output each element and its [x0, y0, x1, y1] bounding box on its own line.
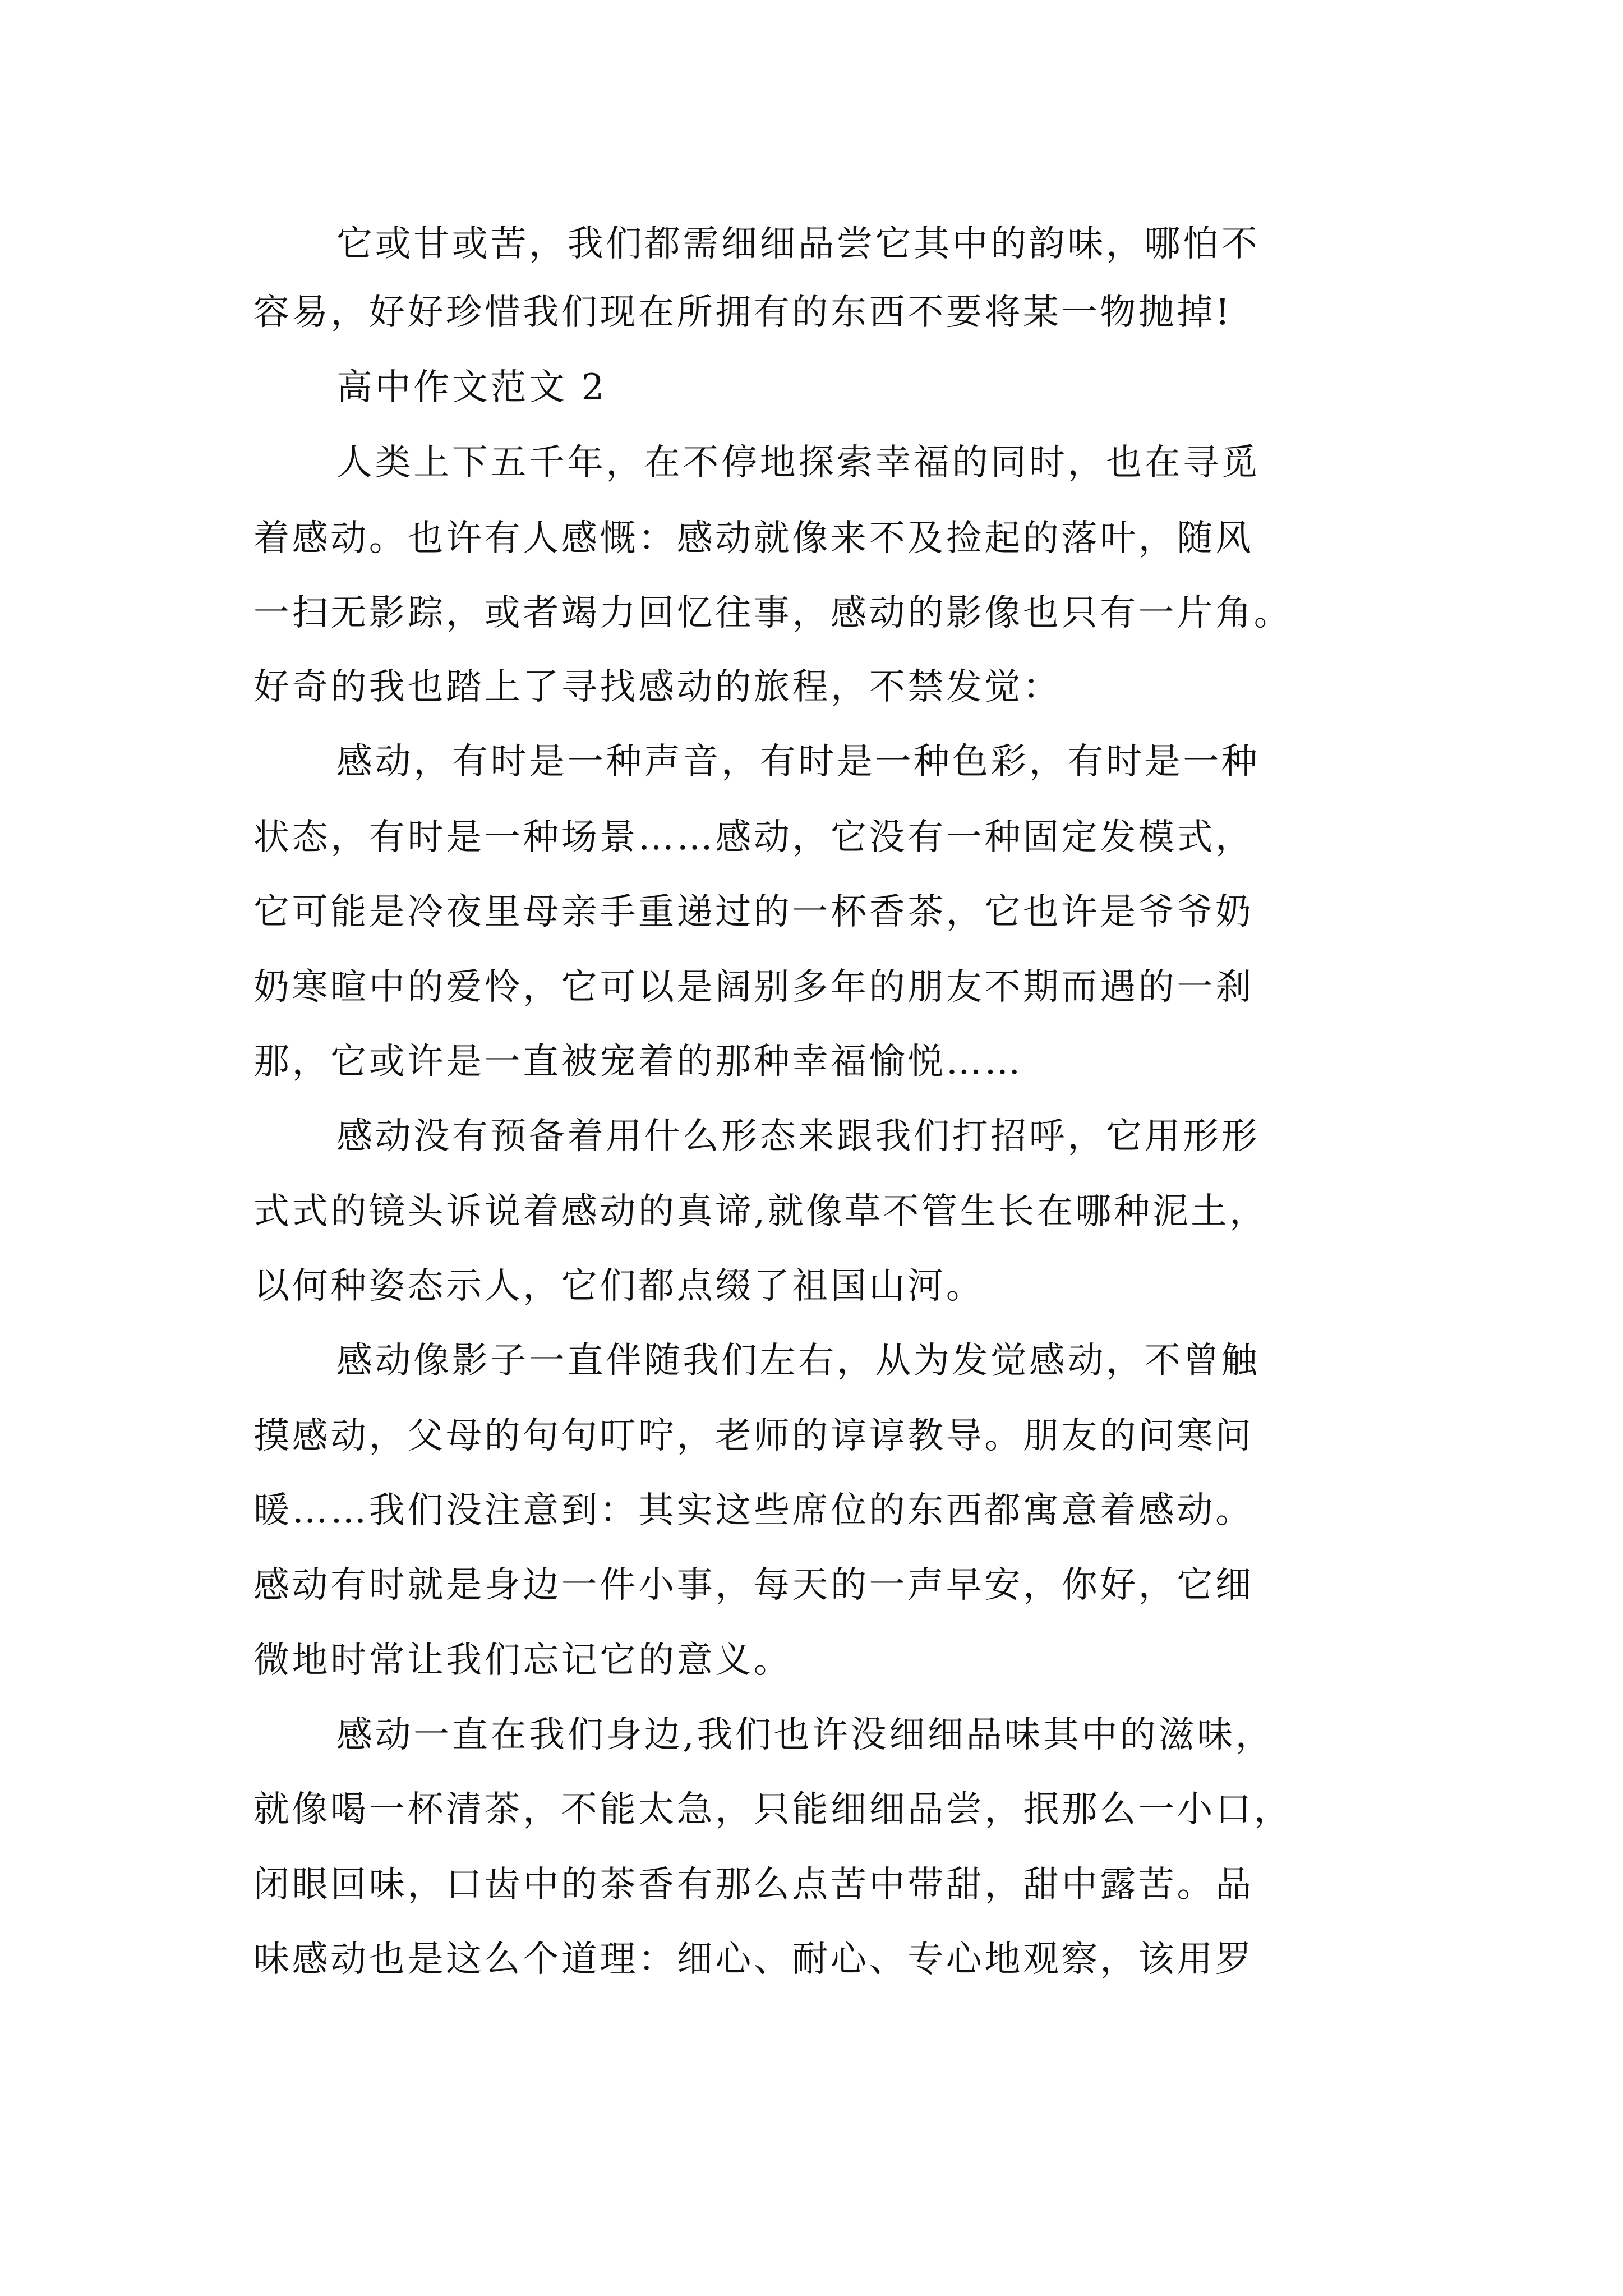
text-line: 状态，有时是一种场景……感动，它没有一种固定发模式， [253, 817, 1254, 858]
text-line: 闭眼回味，口齿中的茶香有那么点苦中带甜，甜中露苦。品 [253, 1864, 1254, 1906]
text-line: 奶寒暄中的爱怜，它可以是阔别多年的朋友不期而遇的一刹 [253, 967, 1254, 1008]
text-line: 它或甘或苦，我们都需细细品尝它其中的韵味，哪怕不 [336, 223, 1260, 265]
text-line: 感动，有时是一种声音，有时是一种色彩，有时是一种 [336, 741, 1260, 783]
text-line: 味感动也是这么个道理：细心、耐心、专心地观察，该用罗 [253, 1939, 1254, 1980]
text-line: 感动一直在我们身边,我们也许没细细品味其中的滋味， [336, 1714, 1274, 1756]
text-line: 好奇的我也踏上了寻找感动的旅程，不禁发觉： [253, 666, 1062, 708]
text-line: 摸感动，父母的句句叮咛，老师的谆谆教导。朋友的问寒问 [253, 1415, 1254, 1457]
text-line: 式式的镜头诉说着感动的真谛,就像草不管生长在哪种泥土， [253, 1191, 1268, 1232]
section-heading: 高中作文范文 2 [336, 367, 607, 408]
text-line: 就像喝一杯清茶，不能太急，只能细细品尝，抿那么一小口， [253, 1789, 1293, 1830]
text-line: 着感动。也许有人感慨：感动就像来不及捡起的落叶，随风 [253, 518, 1254, 559]
text-line: 以何种姿态示人，它们都点缀了祖国山河。 [253, 1266, 985, 1307]
text-line: 人类上下五千年，在不停地探索幸福的同时，也在寻觅 [336, 442, 1260, 484]
text-line: 容易，好好珍惜我们现在所拥有的东西不要将某一物抛掉! [253, 292, 1233, 333]
text-line: 一扫无影踪，或者竭力回忆往事，感动的影像也只有一片角。 [253, 592, 1293, 634]
text-line: 微地时常让我们忘记它的意义。 [253, 1640, 792, 1681]
text-line: 暖……我们没注意到：其实这些席位的东西都寓意着感动。 [253, 1490, 1254, 1531]
text-line: 感动没有预备着用什么形态来跟我们打招呼，它用形形 [336, 1116, 1260, 1157]
text-line: 感动有时就是身边一件小事，每天的一声早安，你好，它细 [253, 1565, 1254, 1606]
text-line: 那，它或许是一直被宠着的那种幸福愉悦…… [253, 1041, 1023, 1083]
text-line: 它可能是冷夜里母亲手重递过的一杯香茶，它也许是爷爷奶 [253, 891, 1254, 933]
text-line: 感动像影子一直伴随我们左右，从为发觉感动，不曾触 [336, 1340, 1260, 1382]
